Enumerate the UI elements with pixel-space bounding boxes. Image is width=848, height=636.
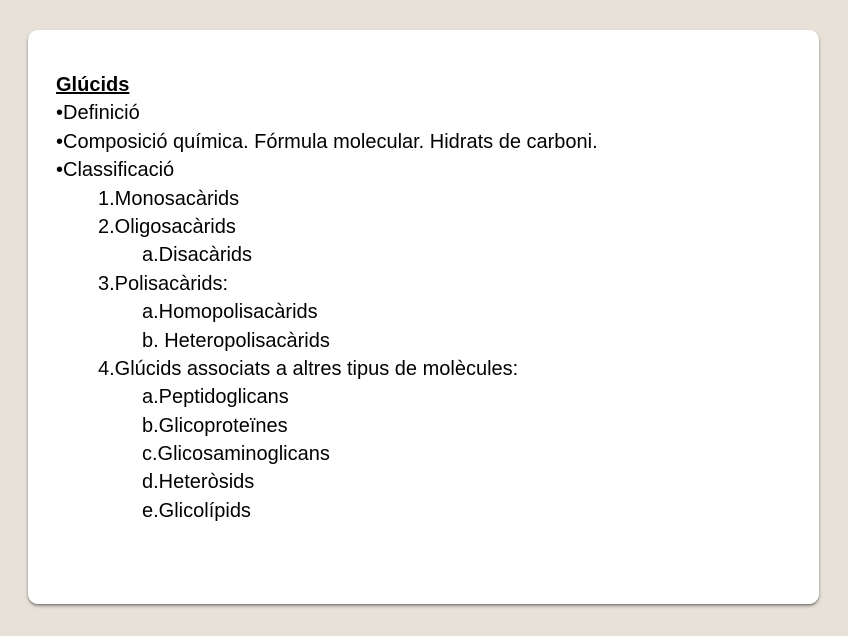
sublist-item-homopolisacarids: a.Homopolisacàrids [142, 301, 318, 324]
sublist-item-heteropolisacarids: b. Heteropolisacàrids [142, 329, 330, 352]
slide-content [56, 71, 799, 525]
list-item-monosacarids: 1.Monosacàrids [98, 187, 240, 210]
slide-card [28, 30, 819, 604]
list-item-oligosacarids: 2.Oligosacàrids [98, 215, 236, 238]
list-item-polisacarids: 3.Polisacàrids: [98, 272, 229, 295]
bullet-classificacio: •Classificació [56, 159, 175, 182]
sublist-item-heterosids: d.Heteròsids [142, 471, 255, 494]
list-item-glucids-associats: 4.Glúcids associats a altres tipus de molècules: [98, 357, 519, 380]
slide-title: Glúcids [56, 74, 130, 96]
sublist-item-glicoproteines: b.Glicoproteïnes [142, 414, 288, 437]
bullet-definicio: •Definició [56, 102, 140, 125]
sublist-item-glicosaminoglicans: c.Glicosaminoglicans [142, 443, 330, 466]
sublist-item-peptidoglicans: a.Peptidoglicans [142, 386, 289, 409]
sublist-item-disacarids: a.Disacàrids [142, 244, 253, 267]
sublist-item-glicolipids: e.Glicolípids [142, 499, 251, 522]
bullet-composicio: •Composició química. Fórmula molecular. Hidrats de carboni. [56, 130, 598, 153]
